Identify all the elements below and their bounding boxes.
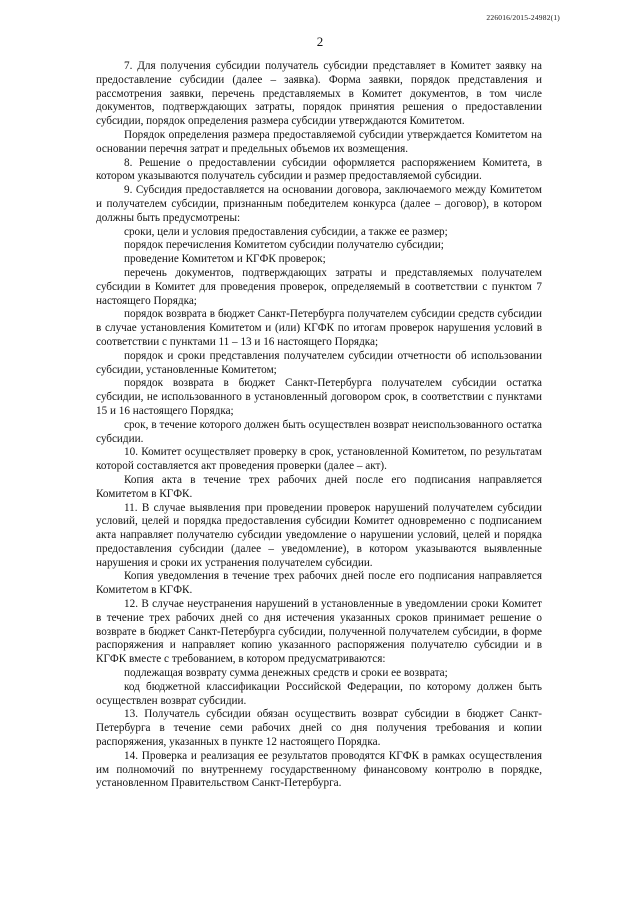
paragraph-act-copy: Копия акта в течение трех рабочих дней после его подписания направляется Комитетом в КГФК. (96, 473, 542, 500)
page-number: 2 (316, 34, 324, 49)
document-id: 226016/2015-24982(1) (486, 13, 560, 22)
paragraph-7: 7. Для получения субсидии получатель субсидии представляет в Комитет заявку на предоставление субсидии (далее – заявка). Форма заявки, порядок представления и рассмотрения заявки, перечень представляемых в Комитет документов, в том числе документов, подтверждающих затраты, порядок принятия решения о предоставлении субсидии, порядок определения размера субсидии утверждаются Комитетом. (96, 60, 542, 128)
list-item-return-amount: подлежащая возврату сумма денежных средств и сроки ее возврата; (124, 667, 448, 680)
paragraph-14: 14. Проверка и реализация ее результатов проводятся КГФК в рамках осуществления им полномочий по внутреннему государственному финансовому контролю в порядке, установленном Правительством Санкт-Петербурга. (96, 749, 542, 790)
paragraph-notice-copy: Копия уведомления в течение трех рабочих дней после его подписания направляется Комитетом в КГФК. (96, 570, 542, 597)
list-item-reporting: порядок и сроки представления получателем субсидии отчетности об использовании субсидии, установленные Комитетом; (96, 349, 542, 376)
paragraph-8: 8. Решение о предоставлении субсидии оформляется распоряжением Комитета, в котором указываются получатель субсидии и размер предоставляемой субсидии. (96, 156, 542, 183)
paragraph-12: 12. В случае неустранения нарушений в установленные в уведомлении сроки Комитет в течение трех рабочих дней со дня истечения указанных сроков принимает решение о возврате в бюджет Санкт-Петербурга субсидии, полученной получателем субсидии, в форме распоряжения и направляет копию указанного распоряжения получателю субсидии и в КГФК вместе с требованием, в котором предусматриваются: (96, 598, 542, 666)
list-item-transfer: порядок перечисления Комитетом субсидии получателю субсидии; (124, 239, 444, 252)
list-item-inspections: проведение Комитетом и КГФК проверок; (124, 253, 326, 266)
list-item-return-violations: порядок возврата в бюджет Санкт-Петербурга получателем субсидии средств субсидии в случае установления Комитетом и (или) КГФК по итогам проверок нарушения условий в соответствии с пунктами 11 – 13 и 16 настоящего Порядка; (96, 308, 542, 348)
list-item-documents: перечень документов, подтверждающих затраты и представляемых получателем субсидии в Комитет для проведения проверок, определяемый в соответствии с пунктом 7 настоящего Порядка; (96, 266, 542, 307)
paragraph-10: 10. Комитет осуществляет проверку в срок, установленной Комитетом, по результатам которой составляется акт проведения проверки (далее – акт). (96, 446, 542, 473)
paragraph-9: 9. Субсидия предоставляется на основании договора, заключаемого между Комитетом и получателем субсидии, признанным победителем конкурса (далее – договор), в котором должны быть предусмотрены: (96, 184, 542, 224)
paragraph-size-order: Порядок определения размера предоставляемой субсидии утверждается Комитетом на основании перечня затрат и предельных объемов их возмещения. (96, 128, 542, 155)
paragraph-11: 11. В случае выявления при проведении проверок нарушений получателем субсидии условий, целей и порядка предоставления субсидии Комитет одновременно с подписанием акта направляет получателю субсидии уведомление о нарушении условий, целей и порядка предоставления субсидии (далее – уведомление), в котором указываются выявленные нарушения и сроки их устранения получателем субсидии. (96, 501, 542, 569)
list-item-return-remainder: порядок возврата в бюджет Санкт-Петербурга получателем субсидии остатка субсидии, не использованного в установленный договором срок, в соответствии с пунктами 15 и 16 настоящего Порядка; (96, 377, 542, 417)
paragraph-13: 13. Получатель субсидии обязан осуществить возврат субсидии в бюджет Санкт-Петербурга в течение семи рабочих дней со дня получения требования и копии распоряжения, указанных в пункте 12 настоящего Порядка. (96, 708, 542, 749)
document-body (96, 60, 542, 791)
list-item-terms: сроки, цели и условия предоставления субсидии, а также ее размер; (124, 225, 448, 238)
list-item-budget-code: код бюджетной классификации Российской Федерации, по которому должен быть осуществлен возврат субсидии. (96, 680, 542, 707)
list-item-return-deadline: срок, в течение которого должен быть осуществлен возврат неиспользованного остатка субсидии. (96, 418, 542, 445)
